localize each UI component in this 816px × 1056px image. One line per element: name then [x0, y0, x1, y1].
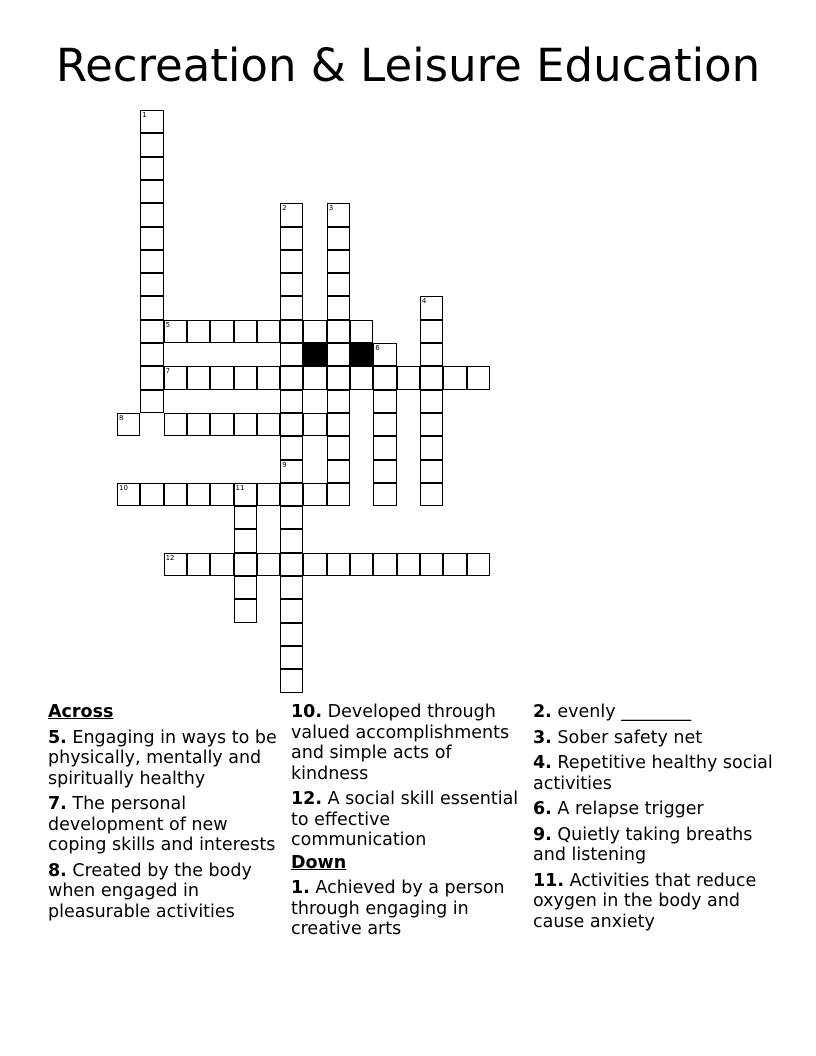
grid-cell[interactable]	[140, 227, 163, 250]
grid-cell[interactable]	[280, 646, 303, 669]
clue-number: 3.	[533, 727, 552, 748]
grid-cell[interactable]	[350, 366, 373, 389]
clues-column-2	[291, 702, 527, 945]
grid-cell[interactable]	[140, 343, 163, 366]
grid-cell[interactable]	[327, 227, 350, 250]
clue-down-11	[533, 871, 773, 933]
grid-cell[interactable]	[187, 320, 210, 343]
grid-cell[interactable]	[187, 366, 210, 389]
grid-cell[interactable]	[303, 366, 326, 389]
grid-cell[interactable]	[140, 296, 163, 319]
clue-number: 8.	[48, 860, 67, 881]
grid-cell[interactable]	[280, 273, 303, 296]
grid-cell[interactable]	[327, 413, 350, 436]
grid-cell[interactable]	[303, 483, 326, 506]
grid-cell[interactable]	[234, 599, 257, 622]
grid-cell[interactable]	[327, 320, 350, 343]
clue-number-label: 5	[165, 320, 171, 329]
clue-number-label: 11	[235, 483, 245, 492]
grid-cell[interactable]	[327, 553, 350, 576]
clue-number: 9.	[533, 824, 552, 845]
clue-text: Achieved by a person through engaging in creative arts	[291, 878, 505, 939]
grid-cell[interactable]	[140, 320, 163, 343]
clue-number-label: 6	[375, 344, 380, 352]
grid-cell[interactable]	[257, 483, 280, 506]
grid-cell[interactable]	[210, 483, 233, 506]
grid-cell[interactable]	[420, 460, 443, 483]
page-title: Recreation & Leisure Education	[55, 39, 761, 92]
grid-cell[interactable]	[280, 390, 303, 413]
grid-cell[interactable]	[420, 366, 443, 389]
grid-cell[interactable]	[280, 529, 303, 552]
grid-cell[interactable]	[234, 553, 257, 576]
grid-cell[interactable]	[257, 553, 280, 576]
grid-cell[interactable]	[280, 320, 303, 343]
grid-cell[interactable]	[234, 506, 257, 529]
grid-cell[interactable]	[420, 296, 443, 319]
grid-cell[interactable]	[420, 553, 443, 576]
grid-cell[interactable]	[443, 366, 466, 389]
grid-cell[interactable]	[467, 366, 490, 389]
clue-across-12	[291, 789, 527, 851]
clue-across-5	[48, 728, 278, 790]
grid-cell[interactable]	[420, 320, 443, 343]
grid-cell[interactable]	[234, 529, 257, 552]
grid-cell[interactable]	[327, 203, 350, 226]
grid-cell[interactable]	[350, 320, 373, 343]
grid-cell[interactable]	[117, 413, 140, 436]
grid-cell[interactable]	[327, 273, 350, 296]
clue-number: 10.	[291, 702, 323, 722]
grid-cell[interactable]	[373, 460, 396, 483]
grid-cell[interactable]	[140, 180, 163, 203]
grid-cell[interactable]	[327, 460, 350, 483]
clue-across-8	[48, 861, 278, 923]
grid-cell[interactable]	[257, 413, 280, 436]
clue-text: The personal development of new coping skills and interests	[48, 794, 276, 855]
grid-cell[interactable]	[373, 483, 396, 506]
grid-cell[interactable]	[210, 413, 233, 436]
clue-number-label: 4	[421, 297, 427, 306]
grid-cell[interactable]	[373, 366, 396, 389]
grid-cell[interactable]	[257, 320, 280, 343]
grid-cell[interactable]	[420, 390, 443, 413]
grid-cell[interactable]	[280, 460, 303, 483]
clue-down-9	[533, 825, 773, 866]
clue-text: Sober safety net	[557, 727, 703, 748]
clue-number: 11.	[533, 870, 565, 891]
clue-text: A social skill essential to effective communication	[291, 789, 519, 850]
clue-number: 1.	[291, 878, 310, 898]
clue-text: Created by the body when engaged in pleasurable activities	[48, 860, 252, 922]
grid-cell[interactable]	[303, 553, 326, 576]
grid-cell[interactable]	[303, 320, 326, 343]
grid-cell[interactable]	[467, 553, 490, 576]
clue-across-7	[48, 794, 278, 856]
clue-across-10	[291, 702, 527, 784]
grid-cell[interactable]	[327, 343, 350, 366]
grid-cell[interactable]	[303, 413, 326, 436]
grid-cell[interactable]	[373, 413, 396, 436]
clue-number: 2.	[533, 702, 552, 722]
down-heading: Down	[291, 852, 347, 873]
grid-cell[interactable]	[420, 483, 443, 506]
grid-cell[interactable]	[420, 436, 443, 459]
grid-cell[interactable]	[373, 553, 396, 576]
grid-cell[interactable]	[280, 366, 303, 389]
grid-cell[interactable]	[140, 366, 163, 389]
grid-cell[interactable]	[187, 483, 210, 506]
grid-cell[interactable]	[234, 413, 257, 436]
grid-cell[interactable]	[140, 250, 163, 273]
grid-cell[interactable]	[373, 390, 396, 413]
grid-cell[interactable]	[234, 366, 257, 389]
grid-cell[interactable]	[373, 343, 396, 366]
grid-cell[interactable]	[234, 576, 257, 599]
grid-cell[interactable]	[397, 366, 420, 389]
grid-cell[interactable]	[280, 413, 303, 436]
grid-cell[interactable]	[327, 296, 350, 319]
grid-cell[interactable]	[140, 203, 163, 226]
clue-down-4	[533, 753, 773, 794]
grid-cell[interactable]	[164, 366, 187, 389]
clue-text: Quietly taking breaths and listening	[533, 824, 753, 865]
grid-cell[interactable]	[280, 576, 303, 599]
grid-cell[interactable]	[280, 203, 303, 226]
grid-cell[interactable]	[280, 553, 303, 576]
clue-text: evenly ________	[557, 702, 692, 722]
clue-text: Activities that reduce oxygen in the body and cause anxiety	[533, 870, 757, 932]
clue-text: Developed through valued accomplishments and simple acts of kindness	[291, 702, 510, 784]
grid-cell[interactable]	[280, 227, 303, 250]
clue-number-label: 9	[282, 460, 287, 469]
clue-number-label: 3	[328, 204, 334, 213]
grid-cell[interactable]	[280, 250, 303, 273]
grid-cell[interactable]	[327, 250, 350, 273]
black-square	[303, 343, 326, 366]
grid-cell[interactable]	[443, 553, 466, 576]
clue-text: Engaging in ways to be physically, mentally and spiritually healthy	[48, 727, 277, 789]
grid-cell[interactable]	[420, 413, 443, 436]
grid-cell[interactable]	[327, 483, 350, 506]
clue-number-label: 7	[165, 367, 171, 376]
grid-cell[interactable]	[280, 436, 303, 459]
clue-number: 7.	[48, 794, 67, 814]
grid-cell[interactable]	[280, 599, 303, 622]
clue-number-label: 12	[165, 553, 175, 562]
clue-number-label: 10	[119, 483, 128, 492]
across-heading: Across	[48, 702, 114, 722]
grid-cell[interactable]	[280, 623, 303, 646]
grid-cell[interactable]	[117, 483, 140, 506]
grid-cell[interactable]	[327, 436, 350, 459]
grid-cell[interactable]	[280, 506, 303, 529]
grid-cell[interactable]	[234, 320, 257, 343]
grid-cell[interactable]	[164, 483, 187, 506]
grid-cell[interactable]	[350, 553, 373, 576]
clue-down-3	[533, 728, 773, 749]
grid-cell[interactable]	[420, 343, 443, 366]
grid-cell[interactable]	[140, 110, 163, 133]
grid-cell[interactable]	[164, 413, 187, 436]
clue-down-6	[533, 799, 773, 820]
clue-number: 12.	[291, 789, 323, 809]
clue-down-2	[533, 702, 773, 723]
clue-text: A relapse trigger	[557, 799, 704, 819]
grid-cell[interactable]	[164, 320, 187, 343]
grid-cell[interactable]	[140, 133, 163, 156]
clue-text: Repetitive healthy social activities	[533, 753, 773, 794]
grid-cell[interactable]	[164, 553, 187, 576]
clue-number-label: 1	[142, 111, 147, 119]
grid-cell[interactable]	[187, 553, 210, 576]
grid-cell[interactable]	[397, 553, 420, 576]
grid-cell[interactable]	[280, 296, 303, 319]
grid-cell[interactable]	[187, 413, 210, 436]
grid-cell[interactable]	[257, 366, 280, 389]
clues-column-3	[533, 702, 773, 937]
grid-cell[interactable]	[140, 273, 163, 296]
grid-cell[interactable]	[140, 157, 163, 180]
grid-cell[interactable]	[280, 669, 303, 692]
grid-cell[interactable]	[210, 553, 233, 576]
grid-cell[interactable]	[280, 483, 303, 506]
grid-cell[interactable]	[327, 390, 350, 413]
grid-cell[interactable]	[210, 366, 233, 389]
grid-cell[interactable]	[234, 483, 257, 506]
grid-cell[interactable]	[327, 366, 350, 389]
clues-column-1	[48, 702, 278, 927]
clue-number: 4.	[533, 753, 552, 773]
grid-cell[interactable]	[373, 436, 396, 459]
clue-number-label: 2	[282, 204, 287, 213]
black-square	[350, 343, 373, 366]
clue-number: 6.	[533, 799, 552, 819]
clue-down-1	[291, 878, 527, 940]
grid-cell[interactable]	[140, 390, 163, 413]
clue-number-label: 8	[119, 413, 124, 422]
clue-number: 5.	[48, 727, 67, 748]
grid-cell[interactable]	[210, 320, 233, 343]
grid-cell[interactable]	[140, 483, 163, 506]
grid-cell[interactable]	[280, 343, 303, 366]
